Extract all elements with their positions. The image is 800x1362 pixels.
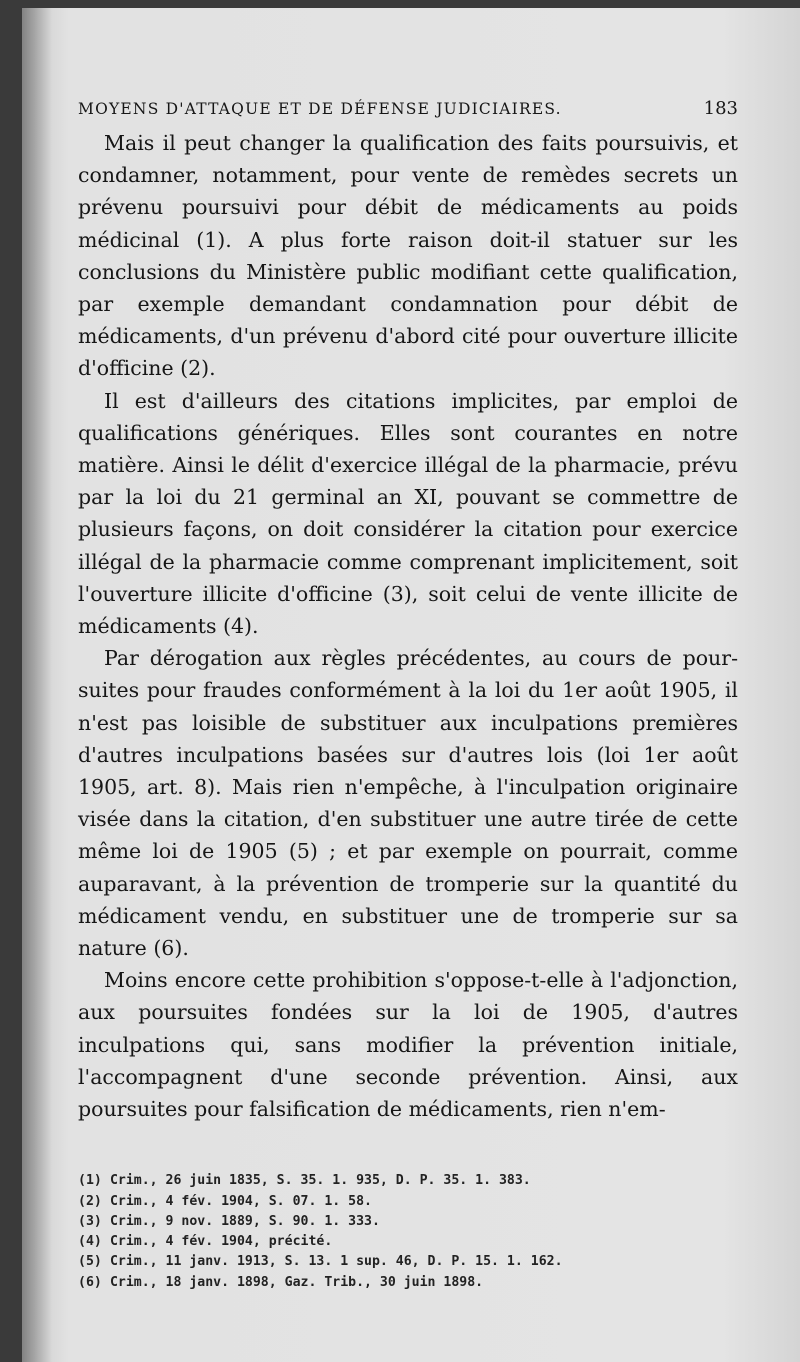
footnote-text: Crim., 11 janv. 1913, S. 13. 1 sup. 46, D. P. 15. 1. 162. xyxy=(109,1254,563,1270)
footnote-number: (5) xyxy=(78,1254,102,1270)
footnote-number: (1) xyxy=(78,1173,102,1189)
footnote-number: (6) xyxy=(78,1274,102,1290)
page-content xyxy=(78,98,738,1293)
footnote-text: Crim., 26 juin 1835, S. 35. 1. 935, D. P. 35. 1. 383. xyxy=(109,1173,531,1189)
footnote xyxy=(78,1273,738,1293)
binding-shadow xyxy=(22,8,52,1362)
footnote-text: Crim., 4 fév. 1904, précité. xyxy=(109,1234,333,1250)
footnote-text: Crim., 4 fév. 1904, S. 07. 1. 58. xyxy=(109,1193,372,1209)
book-page xyxy=(22,8,800,1362)
page-number: 183 xyxy=(703,98,738,119)
paragraph: Mais il peut changer la qualification des faits poursuivis, et condamner, notamment, pour vente de remèdes secrets un prévenu poursuivi pour débit de médicaments au poids médicinal (1). A plus forte raison doit-il statuer sur les conclusions du Ministère public modifiant cette qualification, par exemple demandant condamnation pour débit de médicaments, d'un prévenu d'abord cité pour ouverture illicite d'officine (2). xyxy=(78,131,738,381)
footnote xyxy=(78,1252,738,1272)
footnote xyxy=(78,1212,738,1232)
footnote xyxy=(78,1192,738,1212)
running-header xyxy=(78,98,738,119)
paragraph: Il est d'ailleurs des citations implicites, par emploi de qualifications génériques. Elles sont courantes en notre matière. Ainsi le délit d'exercice illégal de la pharmacie, prévu par la loi du 21 germinal an XI, pouvant se commettre de plusieurs façons, on doit considérer la citation pour exercice illégal de la pharmacie comme comprenant implicitement, soit l'ouverture illicite d'officine (3), soit celui de vente illicite de médicaments (4). xyxy=(78,388,738,639)
footnote xyxy=(78,1232,738,1252)
footnote xyxy=(78,1171,738,1191)
footnote-text: Crim., 18 janv. 1898, Gaz. Trib., 30 juin 1898. xyxy=(109,1274,484,1290)
paragraph: Par dérogation aux règles précédentes, au cours de poursuites pour fraudes conformément à la loi du 1er août 1905, il n'est pas loisible de substituer aux inculpations premières d'autres inculpations basées sur d'autres lois (loi 1er août 1905, art. 8). Mais rien n'empêche, à l'inculpation originaire visée dans la citation, d'en substituer une autre tirée de cette même loi de 1905 (5) ; et par exemple on pourrait, comme auparavant, à la prévention de tromperie sur la quantité du médicament vendu, en substituer une de tromperie sur sa nature (6). xyxy=(78,646,738,961)
footnote-number: (3) xyxy=(78,1213,102,1229)
footnote-number: (2) xyxy=(78,1193,102,1209)
footnote-number: (4) xyxy=(78,1234,102,1250)
footnotes xyxy=(78,1171,738,1293)
footnote-text: Crim., 9 nov. 1889, S. 90. 1. 333. xyxy=(109,1213,380,1229)
paragraph: Moins encore cette prohibition s'oppose-t-elle à l'adjonction, aux poursuites fondées sur la loi de 1905, d'autres inculpations qui, sans modifier la prévention initiale, l'accompagnent d'une seconde prévention. Ainsi, aux poursuites pour falsification de médicaments, rien n'em- xyxy=(78,968,738,1122)
running-title: MOYENS D'ATTAQUE ET DE DÉFENSE JUDICIAIRES. xyxy=(78,100,562,118)
